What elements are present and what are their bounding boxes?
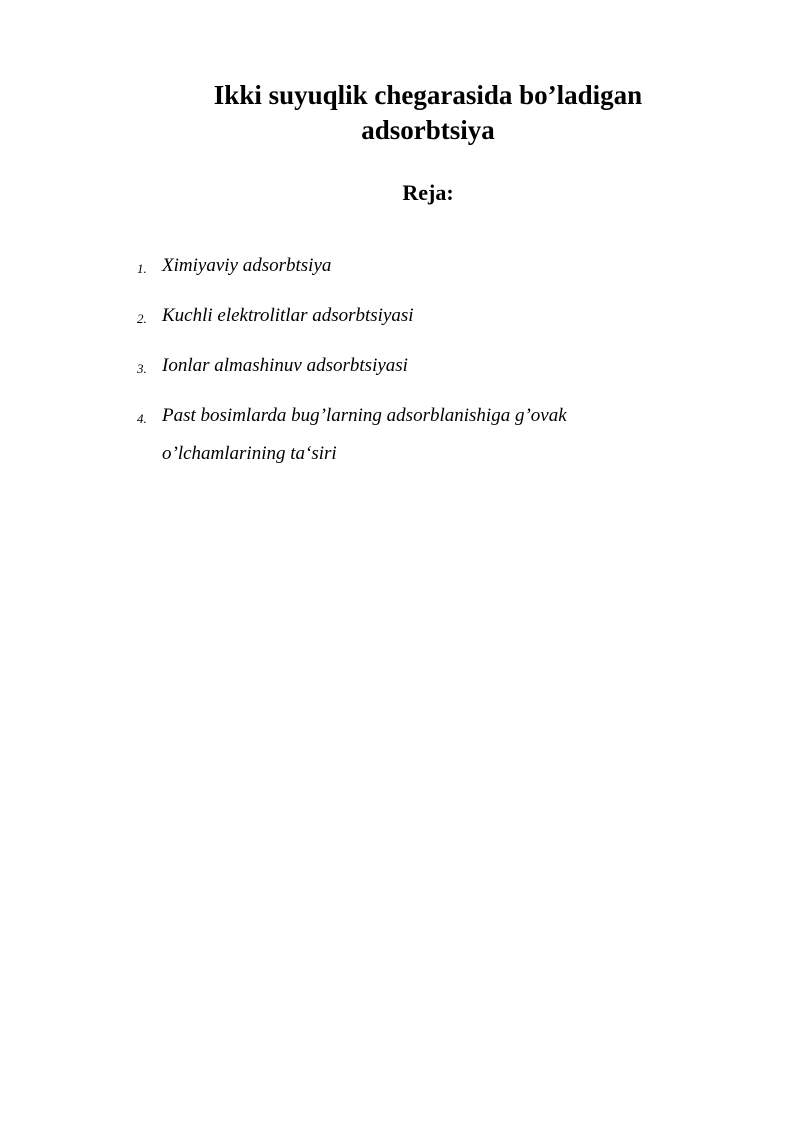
plan-item-number: 2.: [137, 311, 147, 326]
plan-heading: Reja:: [402, 180, 454, 205]
plan-item-text: Kuchli elektrolitlar adsorbtsiyasi: [162, 305, 414, 326]
title-line-2: adsorbtsiya: [361, 115, 495, 145]
plan-item-number: 1.: [137, 261, 147, 276]
plan-item-text: Ionlar almashinuv adsorbtsiyasi: [162, 355, 408, 376]
document-title: [120, 78, 736, 148]
plan-item-text: Ximiyaviy adsorbtsiya: [162, 255, 332, 276]
plan-item-number: 3.: [137, 361, 147, 376]
plan-item-number: 4.: [137, 411, 147, 426]
title-line-1: Ikki suyuqlik chegarasida bo’ladigan: [213, 80, 643, 110]
plan-item-text: Past bosimlarda bug’larning adsorblanishiga g’ovak o’lchamlarining ta‘siri: [162, 405, 567, 464]
